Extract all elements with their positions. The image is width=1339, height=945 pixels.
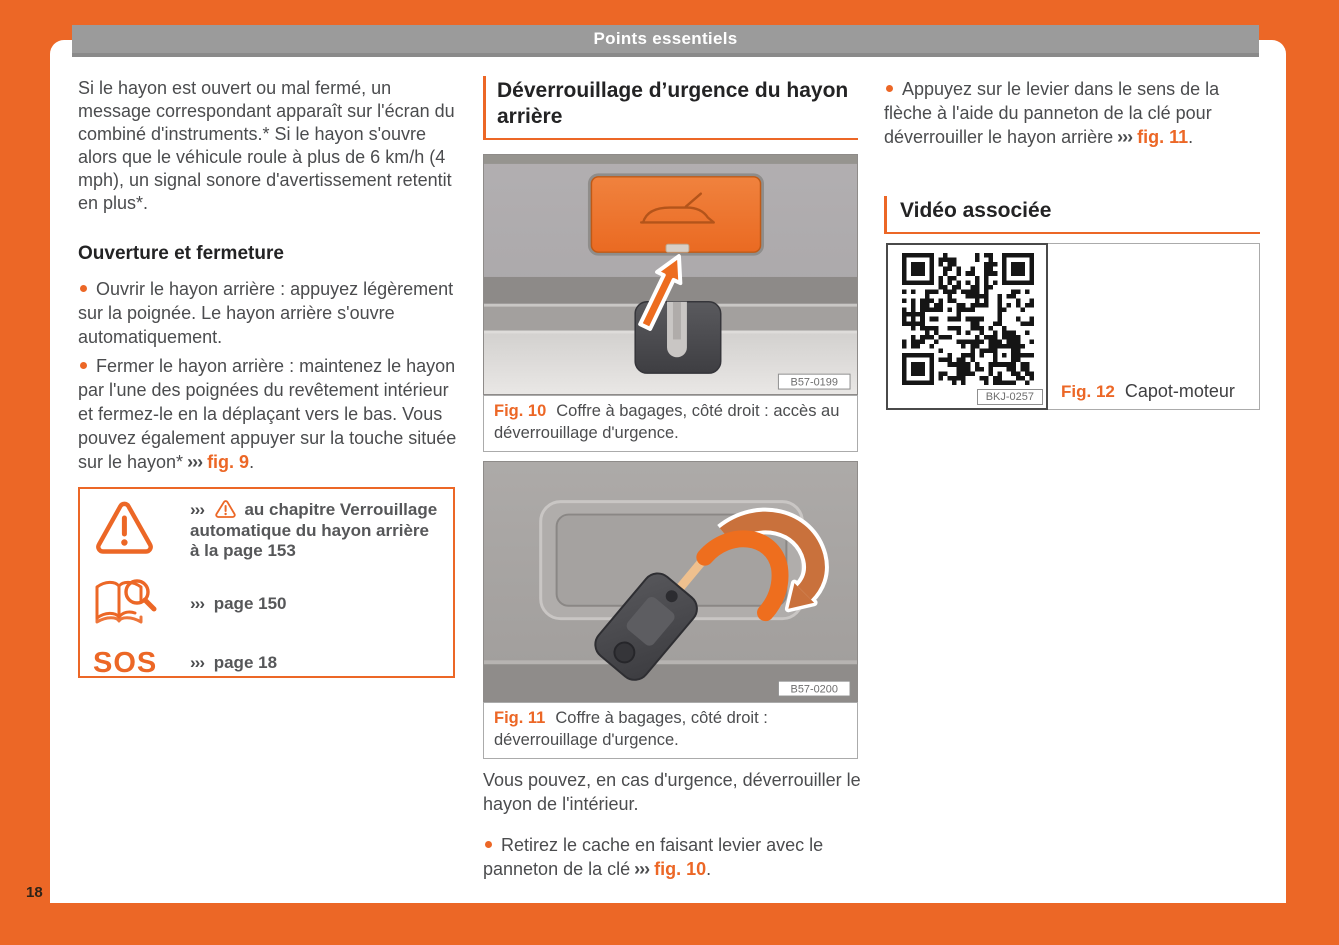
page150-reference: ››› page 150 — [190, 593, 287, 613]
warning-triangle-icon — [93, 501, 190, 561]
fig9-reference[interactable]: fig. 9 — [207, 452, 250, 472]
fig10-label: Fig. 10 — [494, 402, 547, 420]
image-code-tag — [778, 374, 850, 389]
section-heading-deverrouillage: Déverrouillage d’urgence du hayon arrière — [483, 76, 858, 140]
bullet-fermer: Fermer le hayon arrière : maintenez le hayon par l'une des poignées du revêtement intérieur et fermez-le en la déplaçant vers le bas. Vous pouvez également appuyer sur la touche située sur le hayon* ››› fig. 9. — [78, 356, 457, 472]
fig11-caption: Fig. 11 Coffre à bagages, côté droit : déverrouillage d'urgence. — [483, 702, 858, 759]
chevrons: ››› — [190, 593, 204, 613]
fig10-reference[interactable]: fig. 10 — [654, 859, 707, 879]
warning-reference-text: ››› au chapitre Verrouillage automatique du hayon arrière à la page 153 — [190, 500, 438, 560]
fig12-caption: Fig. 12 Capot-moteur — [1061, 381, 1235, 401]
svg-text:B57-0200: B57-0200 — [790, 683, 838, 696]
fig12-caption-cell — [1047, 243, 1260, 410]
bullet-dot — [80, 285, 87, 292]
page18-reference: ››› page 18 — [190, 652, 278, 672]
chapter-header-bar — [72, 25, 1259, 57]
chevrons: ››› — [187, 452, 203, 472]
chevrons: ››› — [1117, 127, 1133, 147]
fig10-illustration — [483, 154, 858, 395]
svg-text:B57-0199: B57-0199 — [790, 376, 838, 389]
bullet-dot — [886, 85, 893, 92]
bullet-ouvrir: Ouvrir le hayon arrière : appuyez légèrement sur la poignée. Le hayon arrière s'ouvre automatiquement. — [78, 279, 454, 347]
fig11-label: Fig. 11 — [494, 709, 546, 727]
page-number: 18 — [26, 884, 43, 901]
chevrons: ››› — [634, 859, 650, 879]
chevrons: ››› — [190, 652, 204, 672]
fig12-video-figure — [886, 243, 1260, 410]
fig10-caption: Fig. 10 Coffre à bagages, côté droit : accès au déverrouillage d'urgence. — [483, 395, 858, 452]
intro-paragraph: Si le hayon est ouvert ou mal fermé, un message correspondant apparaît sur l'écran du combiné d'instruments.* Si le hayon s'ouvre alors que le véhicule roule à plus de 6 km/h (4 mph), un signal sonore d'avertissement retentit en plus*. — [78, 78, 455, 213]
fig11-reference[interactable]: fig. 11 — [1137, 127, 1189, 147]
bullet-appuyez: Appuyez sur le levier dans le sens de la flèche à l'aide du panneton de la clé pour déverrouiller le hayon arrière ››› fig. 11. — [884, 79, 1220, 147]
section-title-ouverture: Ouverture et fermeture — [78, 243, 284, 264]
bullet-dot — [485, 841, 492, 848]
video-heading: Vidéo associée — [884, 196, 1260, 234]
fig12-label: Fig. 12 — [1061, 382, 1115, 401]
chapter-title: Points essentiels — [593, 29, 738, 48]
warning-triangle-inline-icon — [215, 500, 236, 518]
book-search-icon — [93, 577, 190, 632]
image-code-tag — [778, 681, 850, 696]
urgence-paragraph: Vous pouvez, en cas d'urgence, déverrouiller le hayon de l'intérieur. — [483, 770, 861, 814]
fig11-illustration — [483, 461, 858, 702]
sos-icon: SOS — [93, 646, 158, 679]
qr-code — [886, 243, 1048, 410]
cross-reference-box — [78, 487, 455, 678]
chevrons: ››› — [190, 500, 204, 519]
qr-image-code-tag: BKJ-0257 — [977, 389, 1043, 405]
bullet-dot — [80, 362, 87, 369]
bullet-retirez: Retirez le cache en faisant levier avec le panneton de la clé ››› fig. 10. — [483, 835, 824, 879]
